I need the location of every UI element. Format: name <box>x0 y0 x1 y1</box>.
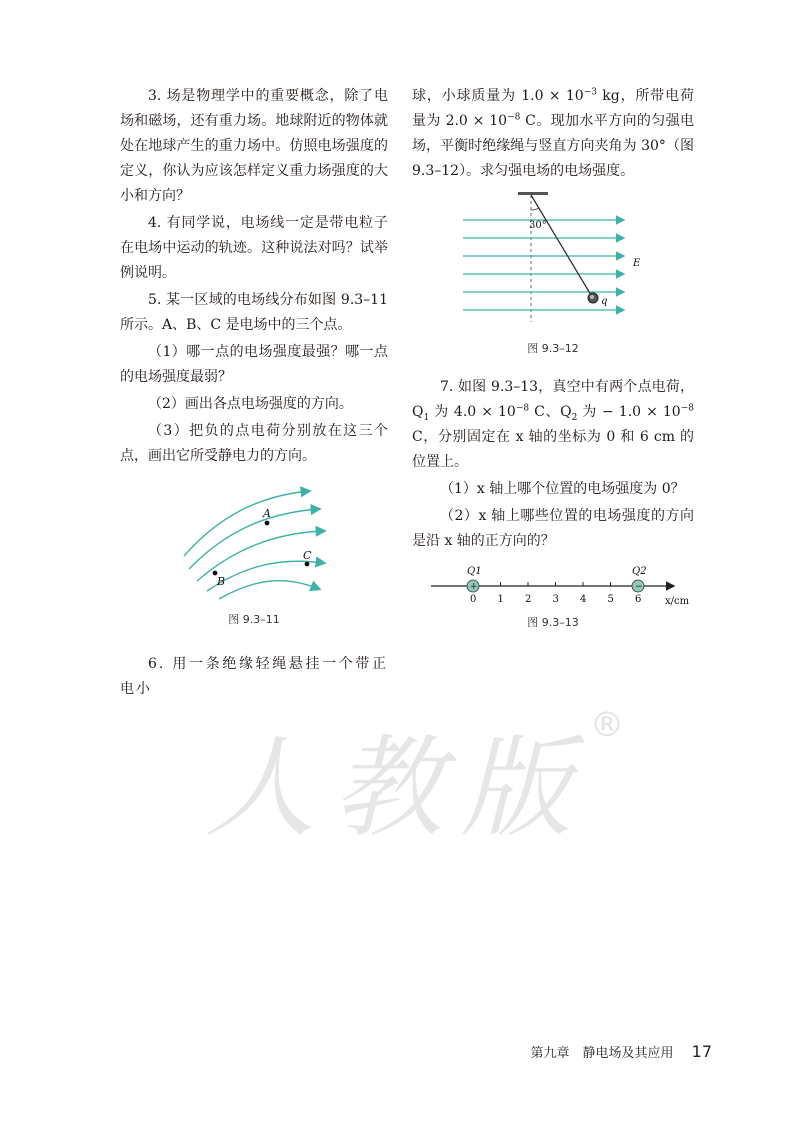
q1-label: Q1 <box>467 566 482 577</box>
figure-9-3-11 <box>179 481 329 601</box>
question-4: 4. 有同学说，电场线一定是带电粒子在电场中运动的轨迹。这种说法对吗？试举例说明。 <box>120 215 388 281</box>
axis-tick-label: 4 <box>580 594 587 605</box>
charge-label-q: q <box>601 296 608 307</box>
label-b: B <box>217 575 226 588</box>
field-label-e: E <box>633 258 641 269</box>
question-3: 3. 场是物理学中的重要概念，除了电场和磁场，还有重力场。地球附近的物体就处在地球产生的重力场中。仿照电场强度的定义，你认为应该怎样定义重力场强度的大小和方向？ <box>120 88 388 204</box>
axis-label: x/cm <box>665 596 690 607</box>
label-a: A <box>263 507 271 520</box>
angle-label: 30° <box>529 220 547 231</box>
svg-text:−: − <box>635 582 643 592</box>
registered-mark: ® <box>590 705 624 745</box>
left-column <box>120 84 388 704</box>
figure-9-3-11-caption: 图 9.3–11 <box>228 613 280 626</box>
svg-text:+: + <box>470 582 478 592</box>
ceiling <box>518 192 548 195</box>
page-number: 17 <box>691 1042 712 1061</box>
publisher-watermark: 人教版 <box>205 724 589 852</box>
question-7: 7. 如图 9.3–13，真空中有两个点电荷，$Q_1$ 为 $4.0 \times 10^{-8}$ C、$Q_2$ 为 − $1.0 \times 10^{-8}$ C，分别固定在 x 轴的坐标为 0 和 6 cm 的位置上。 <box>412 379 694 470</box>
point-a <box>265 521 270 526</box>
question-5-part-3: （3）把负的点电荷分别放在这三个点，画出它所受静电力的方向。 <box>120 423 388 464</box>
field-line-5 <box>219 581 319 599</box>
right-column <box>412 84 694 635</box>
figure-9-3-13 <box>423 564 690 608</box>
chapter-title: 第九章 静电场及其应用 <box>530 1046 674 1061</box>
axis-tick-label: 6 <box>635 594 642 605</box>
axis-tick-label: 5 <box>607 594 614 605</box>
figure-9-3-12 <box>463 192 643 332</box>
figure-9-3-13-caption: 图 9.3–13 <box>527 616 579 629</box>
question-5-part-1: （1）哪一点的电场强度最强？哪一点的电场强度最弱？ <box>120 344 388 385</box>
question-6-continued: 球，小球质量为 $1.0 \times 10^{-3}$ kg，所带电荷量为 $2.0 \times 10^{-8}$ C。现加水平方向的匀强电场，平衡时绝缘绳与竖直方向夹角为 30°（图 9.3–12）。求匀强电场的电场强度。 <box>412 87 694 179</box>
axis-tick-label: 2 <box>525 594 532 605</box>
field-line-1 <box>184 491 309 556</box>
figure-9-3-12-caption: 图 9.3–12 <box>527 342 579 355</box>
question-5: 5. 某一区域的电场线分布如图 9.3–11 所示。A、B、C 是电场中的三个点。 <box>120 292 388 333</box>
axis-tick-label: 0 <box>470 594 477 605</box>
insulating-string <box>531 195 591 295</box>
label-c: C <box>303 549 312 562</box>
axis-tick-label: 1 <box>497 594 504 605</box>
question-7-part-1: （1）x 轴上哪个位置的电场强度为 0？ <box>440 481 685 497</box>
page-footer <box>530 1042 712 1061</box>
q2-label: Q2 <box>632 566 647 577</box>
question-7-part-2: （2）x 轴上哪些位置的电场强度的方向是沿 x 轴的正方向的？ <box>412 508 694 549</box>
axis-tick-label: 3 <box>552 594 559 605</box>
point-c <box>305 562 310 567</box>
field-line-2 <box>189 509 319 569</box>
question-6-start: 6. 用一条绝缘轻绳悬挂一个带正电小 <box>120 656 388 697</box>
question-5-part-2: （2）画出各点电场强度的方向。 <box>148 396 353 412</box>
angle-arc <box>531 208 539 210</box>
